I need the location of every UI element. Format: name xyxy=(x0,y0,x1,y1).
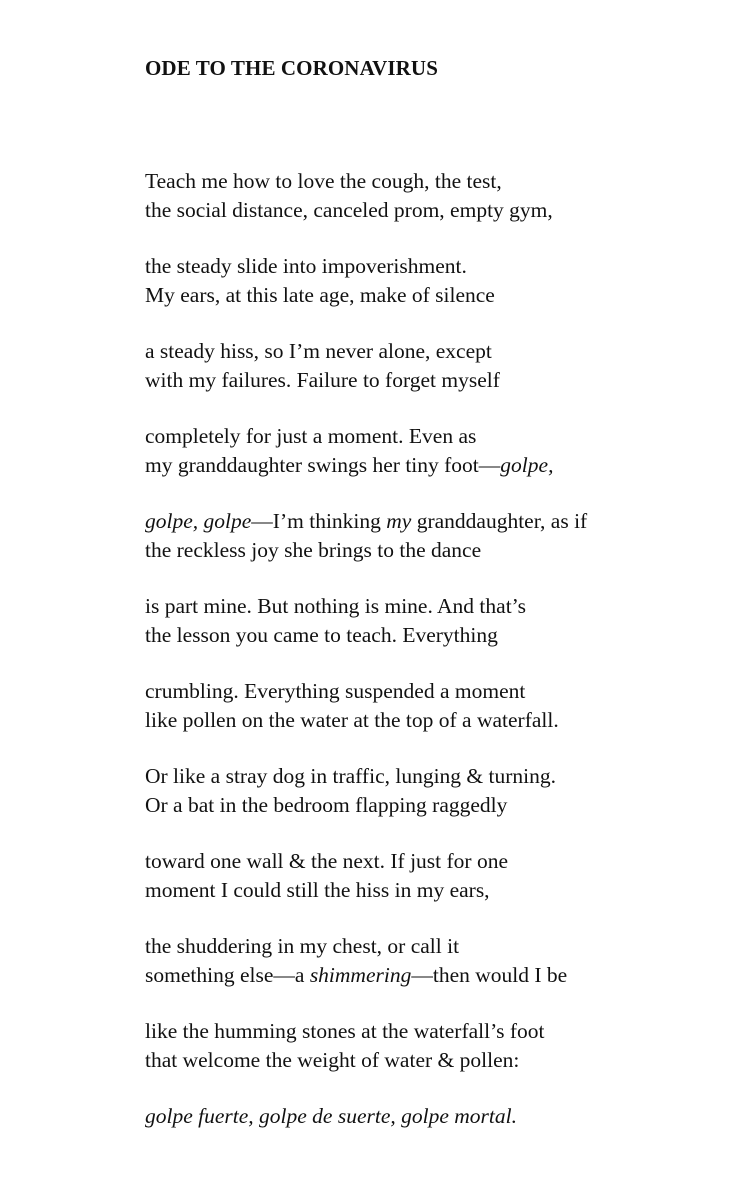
line-text: Or like a stray dog in traffic, lunging & turning. xyxy=(145,764,557,788)
poem-line xyxy=(145,451,587,480)
italic-text: my xyxy=(386,509,412,533)
stanza xyxy=(145,422,587,480)
italic-text: golpe, xyxy=(500,453,554,477)
line-text: with my failures. Failure to forget myself xyxy=(145,368,500,392)
line-text: like the humming stones at the waterfall’s foot xyxy=(145,1019,545,1043)
line-text: —I’m thinking xyxy=(251,509,387,533)
line-text: like pollen on the water at the top of a waterfall. xyxy=(145,708,559,732)
poem-line xyxy=(145,337,587,366)
stanza xyxy=(145,592,587,650)
poem-line xyxy=(145,536,587,565)
line-text: my granddaughter swings her tiny foot— xyxy=(145,453,501,477)
poem-line xyxy=(145,706,587,735)
stanza xyxy=(145,337,587,395)
line-text: toward one wall & the next. If just for one xyxy=(145,849,509,873)
line-text: Or a bat in the bedroom flapping raggedly xyxy=(145,793,508,817)
stanza xyxy=(145,507,587,565)
poem-line xyxy=(145,847,587,876)
line-text: granddaughter, as if xyxy=(411,509,588,533)
poem-line xyxy=(145,762,587,791)
poem-line xyxy=(145,791,587,820)
italic-text: golpe fuerte, golpe de suerte, golpe mortal. xyxy=(145,1104,517,1128)
line-text: Teach me how to love the cough, the test, xyxy=(145,169,502,193)
line-text: the reckless joy she brings to the dance xyxy=(145,538,482,562)
poem-line xyxy=(145,1102,587,1131)
line-text: moment I could still the hiss in my ears, xyxy=(145,878,490,902)
poem-line xyxy=(145,167,587,196)
line-text: the shuddering in my chest, or call it xyxy=(145,934,460,958)
stanza xyxy=(145,1102,587,1131)
poem-line xyxy=(145,1017,587,1046)
line-text: —then would I be xyxy=(411,963,568,987)
poem-line xyxy=(145,677,587,706)
italic-text: shimmering xyxy=(309,963,412,987)
line-text: crumbling. Everything suspended a moment xyxy=(145,679,526,703)
poem-line xyxy=(145,366,587,395)
poem-line xyxy=(145,932,587,961)
line-text: something else—a xyxy=(145,963,310,987)
line-text: completely for just a moment. Even as xyxy=(145,424,477,448)
line-text: the social distance, canceled prom, empty gym, xyxy=(145,198,553,222)
poem-line xyxy=(145,422,587,451)
poem-line xyxy=(145,876,587,905)
poem-line xyxy=(145,196,587,225)
stanza xyxy=(145,1017,587,1075)
poem-line xyxy=(145,592,587,621)
poem-line xyxy=(145,621,587,650)
poem-line xyxy=(145,1046,587,1075)
line-text: is part mine. But nothing is mine. And that’s xyxy=(145,594,527,618)
stanza xyxy=(145,762,587,820)
line-text: the lesson you came to teach. Everything xyxy=(145,623,498,647)
poem-title: ODE TO THE CORONAVIRUS xyxy=(145,56,438,80)
line-text: that welcome the weight of water & pollen: xyxy=(145,1048,520,1072)
stanza xyxy=(145,677,587,735)
stanza xyxy=(145,932,587,990)
poem-body xyxy=(145,167,587,1158)
line-text: the steady slide into impoverishment. xyxy=(145,254,467,278)
poem-line xyxy=(145,507,587,536)
poem-line xyxy=(145,252,587,281)
stanza xyxy=(145,847,587,905)
stanza xyxy=(145,167,587,225)
italic-text: golpe, golpe xyxy=(145,509,252,533)
stanza xyxy=(145,252,587,310)
line-text: My ears, at this late age, make of silence xyxy=(145,283,495,307)
line-text: a steady hiss, so I’m never alone, except xyxy=(145,339,492,363)
poem-line xyxy=(145,281,587,310)
poem-line xyxy=(145,961,587,990)
